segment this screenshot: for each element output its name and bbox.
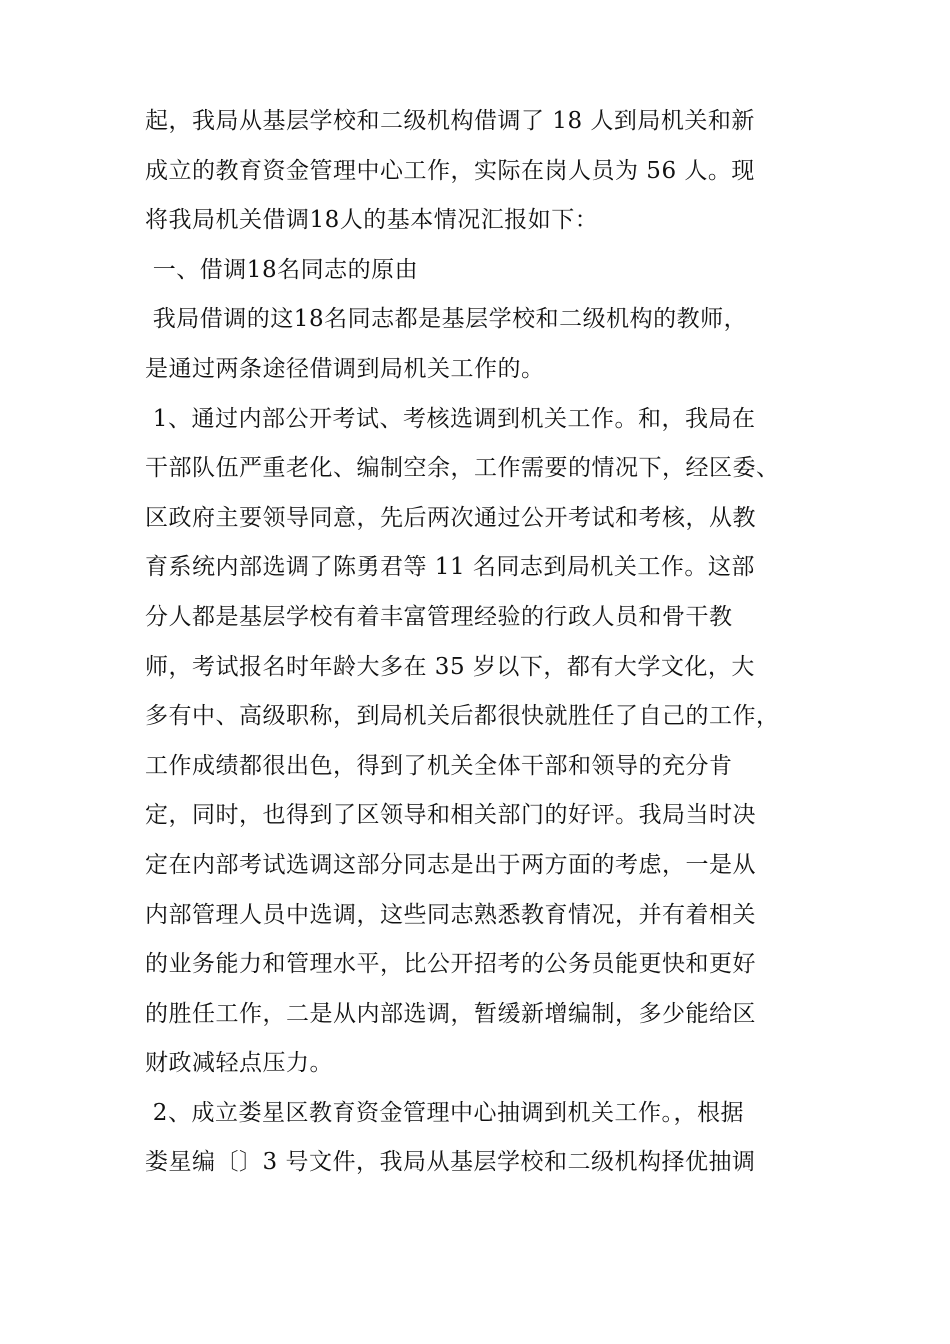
- text-line: 2、成立娄星区教育资金管理中心抽调到机关工作。，根据: [145, 1099, 744, 1126]
- text-line: 定在内部考试选调这部分同志是出于两方面的考虑，一是从: [145, 851, 756, 878]
- text-line: 将我局机关借调18人的基本情况汇报如下：: [145, 207, 599, 234]
- text-line: 师，考试报名时年龄大多在 35 岁以下，都有大学文化，大: [145, 653, 755, 680]
- section-heading: 一、借调18名同志的原由: [145, 256, 419, 283]
- text-line: 干部队伍严重老化、编制空余，工作需要的情况下，经区委、: [145, 455, 780, 482]
- text-line: 起，我局从基层学校和二级机构借调了 18 人到局机关和新: [145, 108, 755, 134]
- text-line: 1、通过内部公开考试、考核选调到机关工作。和，我局在: [145, 405, 756, 432]
- text-line: 工作成绩都很出色，得到了机关全体干部和领导的充分肯: [145, 752, 733, 779]
- text-line: 财政减轻点压力。: [145, 1050, 333, 1077]
- text-line: 区政府主要领导同意，先后两次通过公开考试和考核，从教: [145, 504, 756, 531]
- text-line: 成立的教育资金管理中心工作，实际在岗人员为 56 人。现: [145, 157, 755, 184]
- text-line: 的胜任工作，二是从内部选调，暂缓新增编制，多少能给区: [145, 1000, 756, 1027]
- text-line: 定，同时，也得到了区领导和相关部门的好评。我局当时决: [145, 802, 756, 829]
- document-body: [145, 97, 810, 1188]
- text-line: 育系统内部选调了陈勇君等 11 名同志到局机关工作。这部: [145, 554, 755, 581]
- text-line: 分人都是基层学校有着丰富管理经验的行政人员和骨干教: [145, 603, 733, 630]
- text-line: 内部管理人员中选调，这些同志熟悉教育情况，并有着相关: [145, 901, 756, 928]
- text-line: 娄星编〔〕3 号文件，我局从基层学校和二级机构择优抽调: [145, 1149, 756, 1176]
- text-line: 多有中、高级职称，到局机关后都很快就胜任了自己的工作，: [145, 703, 780, 730]
- text-line: 我局借调的这18名同志都是基层学校和二级机构的教师，: [145, 306, 748, 333]
- text-line: 是通过两条途径借调到局机关工作的。: [145, 355, 545, 382]
- text-line: 的业务能力和管理水平，比公开招考的公务员能更快和更好: [145, 951, 756, 978]
